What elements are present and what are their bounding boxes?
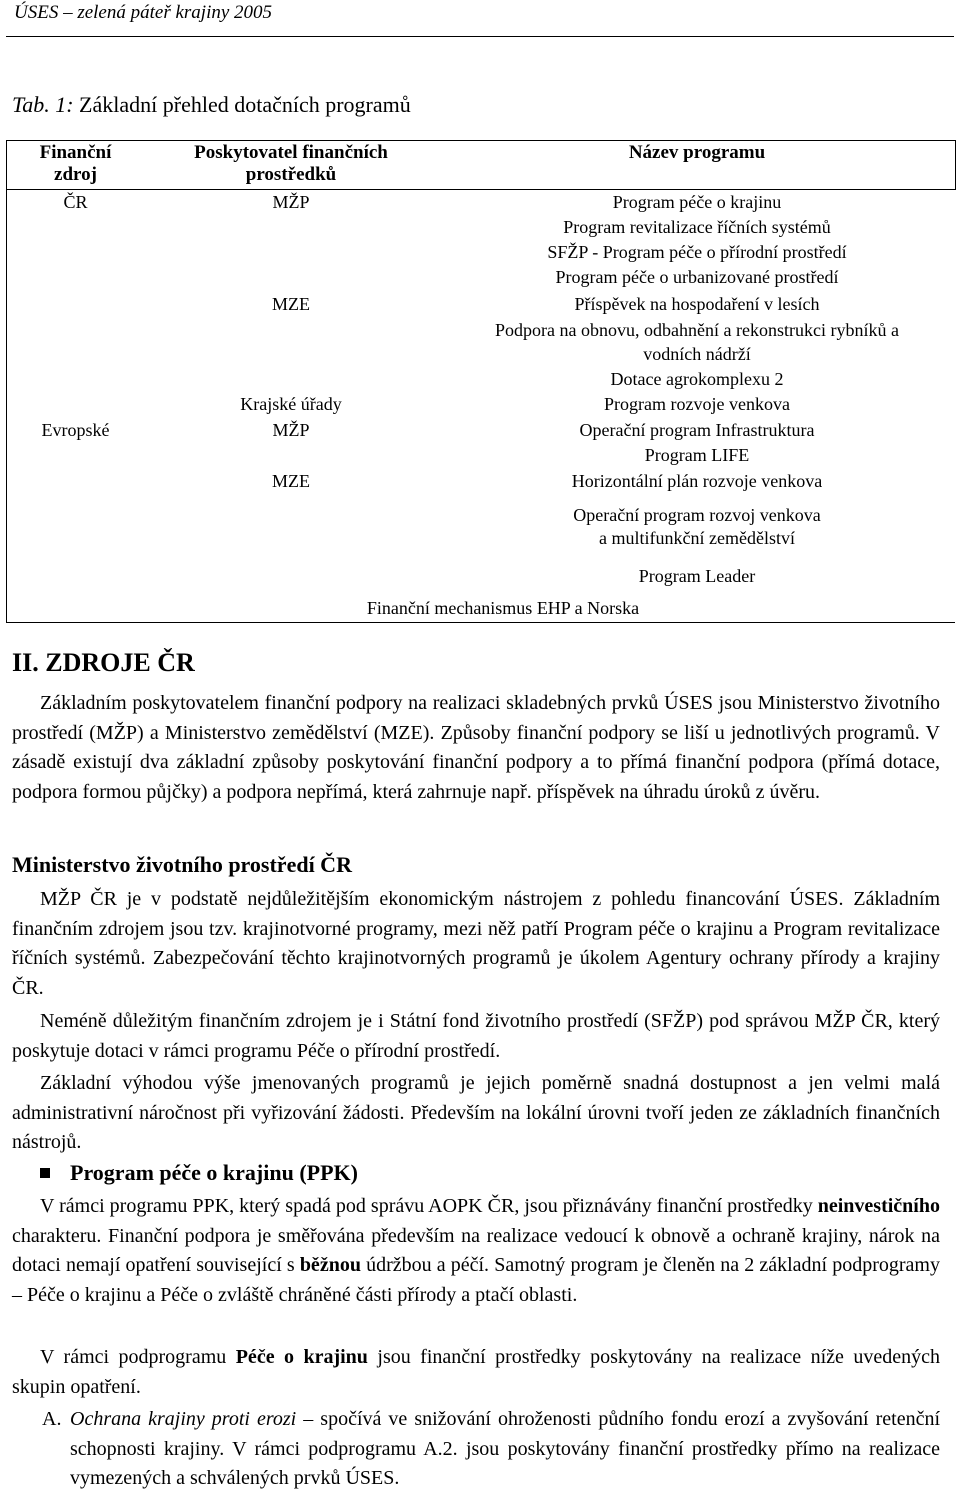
list-item-body: [70, 1405, 940, 1494]
bold-term: neinvestičního: [817, 1195, 940, 1217]
bullet-heading-ppk: Program péče o krajinu (PPK): [70, 1160, 358, 1185]
header-provider-line2: prostředků: [245, 164, 337, 185]
text-run: V rámci podprogramu: [40, 1346, 236, 1368]
paragraph-advantage: Základní výhodou výše jmenovaných programů je jejich poměrně snadná dostupnost a jen velmi malá administrativní náročnost při vyřizování žádosti. Především na lokální úrovni tvoří jeden ze základních finančních nástrojů.: [12, 1072, 940, 1153]
cell-provider: MZE: [272, 294, 310, 314]
text-run: – spočívá ve snižování ohroženosti půdního fondu erozí a zvyšování retenční schopnosti krajiny. V rámci podprogramu A.2. jsou poskytovány finanční prostředky přímo na realizace vymezených a schválených prvků ÚSES.: [70, 1408, 941, 1489]
text-run: jsou finanční prostředky poskytovány na realizace níže uvedených skupin opatření.: [12, 1346, 940, 1398]
cell-program: Program revitalizace říčních systémů: [563, 217, 831, 237]
cell-program: Horizontální plán rozvoje venkova: [571, 471, 823, 491]
header-program: Název programu: [628, 142, 766, 163]
table-top-rule: [6, 140, 955, 141]
cell-source: ČR: [63, 192, 88, 212]
list-item-a: [42, 1405, 940, 1494]
paragraph-ppk: [12, 1192, 940, 1310]
cell-program: Příspěvek na hospodaření v lesích: [574, 294, 820, 314]
text-run: údržbou a péčí. Samotný program je členěn na 2 základní podprogramy – Péče o krajinu a Péče o zvláště chráněné části přírody a ptačí oblasti.: [12, 1254, 940, 1306]
header-provider-line1: Poskytovatel finančních: [194, 142, 388, 163]
cell-program-cont: a multifunkční zemědělství: [599, 528, 795, 548]
italic-term: Ochrana krajiny proti erozi: [70, 1408, 297, 1430]
text-run: charakteru. Finanční podpora je směřována především na realizace vedoucí k obnově a ochraně krajiny, nárok na dotaci nemají opatření související s: [12, 1224, 940, 1276]
list-item-label: A.: [42, 1408, 62, 1430]
cell-provider: MŽP: [272, 420, 310, 440]
table-right-rule: [955, 140, 956, 190]
header-provider: [146, 142, 436, 186]
cell-program: Dotace agrokomplexu 2: [610, 369, 784, 389]
table-footer-row: Finanční mechanismus EHP a Norska: [366, 598, 640, 618]
bold-term: běžnou: [299, 1254, 361, 1276]
header-source-line2: zdroj: [54, 164, 97, 185]
cell-source: Evropské: [41, 420, 110, 440]
square-bullet-icon: [40, 1168, 50, 1178]
cell-program: Program LIFE: [644, 445, 750, 465]
cell-program: Program péče o krajinu: [612, 192, 782, 212]
paragraph-intro: Základním poskytovatelem finanční podpory na realizaci skladebných prvků ÚSES jsou Ministerstvo životního prostředí (MŽP) a Ministerstvo zemědělství (MZE). Způsoby finanční podpory se liší u jednotlivých programů. V zásadě existují dva základní způsoby poskytování finanční podpory a to přímá finanční podpora (přímá dotace, podpora formou půjčky) a podpora nepřímá, která zahrnuje např. příspěvek na úhradu úroků z úvěru.: [12, 692, 940, 803]
caption-text: Základní přehled dotačních programů: [73, 92, 411, 117]
bold-term: Péče o krajinu: [235, 1346, 368, 1368]
cell-program: Operační program Infrastruktura: [579, 420, 815, 440]
paragraph-mzp: MŽP ČR je v podstatě nejdůležitějším ekonomickým nástrojem z pohledu financování ÚSES. Základním finančním zdrojem jsou tzv. krajinotvorné programy, mezi něž patří Program péče o krajinu a Program revitalizace říčních systémů. Zabezpečování těchto krajinotvorných programů je úkolem Agentury ochrany přírody a krajiny ČR.: [12, 888, 940, 999]
cell-program: Program rozvoje venkova: [604, 394, 790, 414]
cell-program-cont: vodních nádrží: [643, 344, 751, 364]
cell-program: Operační program rozvoj venkova: [573, 505, 821, 525]
cell-program: SFŽP - Program péče o přírodní prostředí: [547, 242, 847, 262]
subheading-mzp: Ministerstvo životního prostředí ČR: [12, 852, 352, 877]
header-rule: [6, 36, 954, 37]
running-header: ÚSES – zelená páteř krajiny 2005: [14, 2, 273, 23]
table-left-rule: [6, 140, 7, 623]
header-source: [12, 142, 139, 186]
text-run: V rámci programu PPK, který spadá pod správu AOPK ČR, jsou přiznávány finanční prostředky: [40, 1195, 818, 1217]
table-bottom-rule: [6, 622, 955, 623]
cell-provider: MŽP: [272, 192, 310, 212]
cell-program: Podpora na obnovu, odbahnění a rekonstrukci rybníků a: [495, 320, 899, 340]
caption-label: Tab. 1:: [12, 92, 74, 117]
cell-provider: Krajské úřady: [240, 394, 342, 414]
cell-program: Program péče o urbanizované prostředí: [555, 267, 839, 287]
section-heading: II. ZDROJE ČR: [12, 648, 195, 677]
paragraph-sfzp: Neméně důležitým finančním zdrojem je i Státní fond životního prostředí (SFŽP) pod správou MŽP ČR, který poskytuje dotaci v rámci programu Péče o přírodní prostředí.: [12, 1010, 940, 1062]
paragraph-subprogram: [12, 1343, 940, 1402]
table-caption: [12, 92, 411, 118]
cell-program: Program Leader: [638, 566, 756, 586]
cell-provider: MZE: [272, 471, 310, 491]
header-source-line1: Finanční: [39, 142, 112, 163]
